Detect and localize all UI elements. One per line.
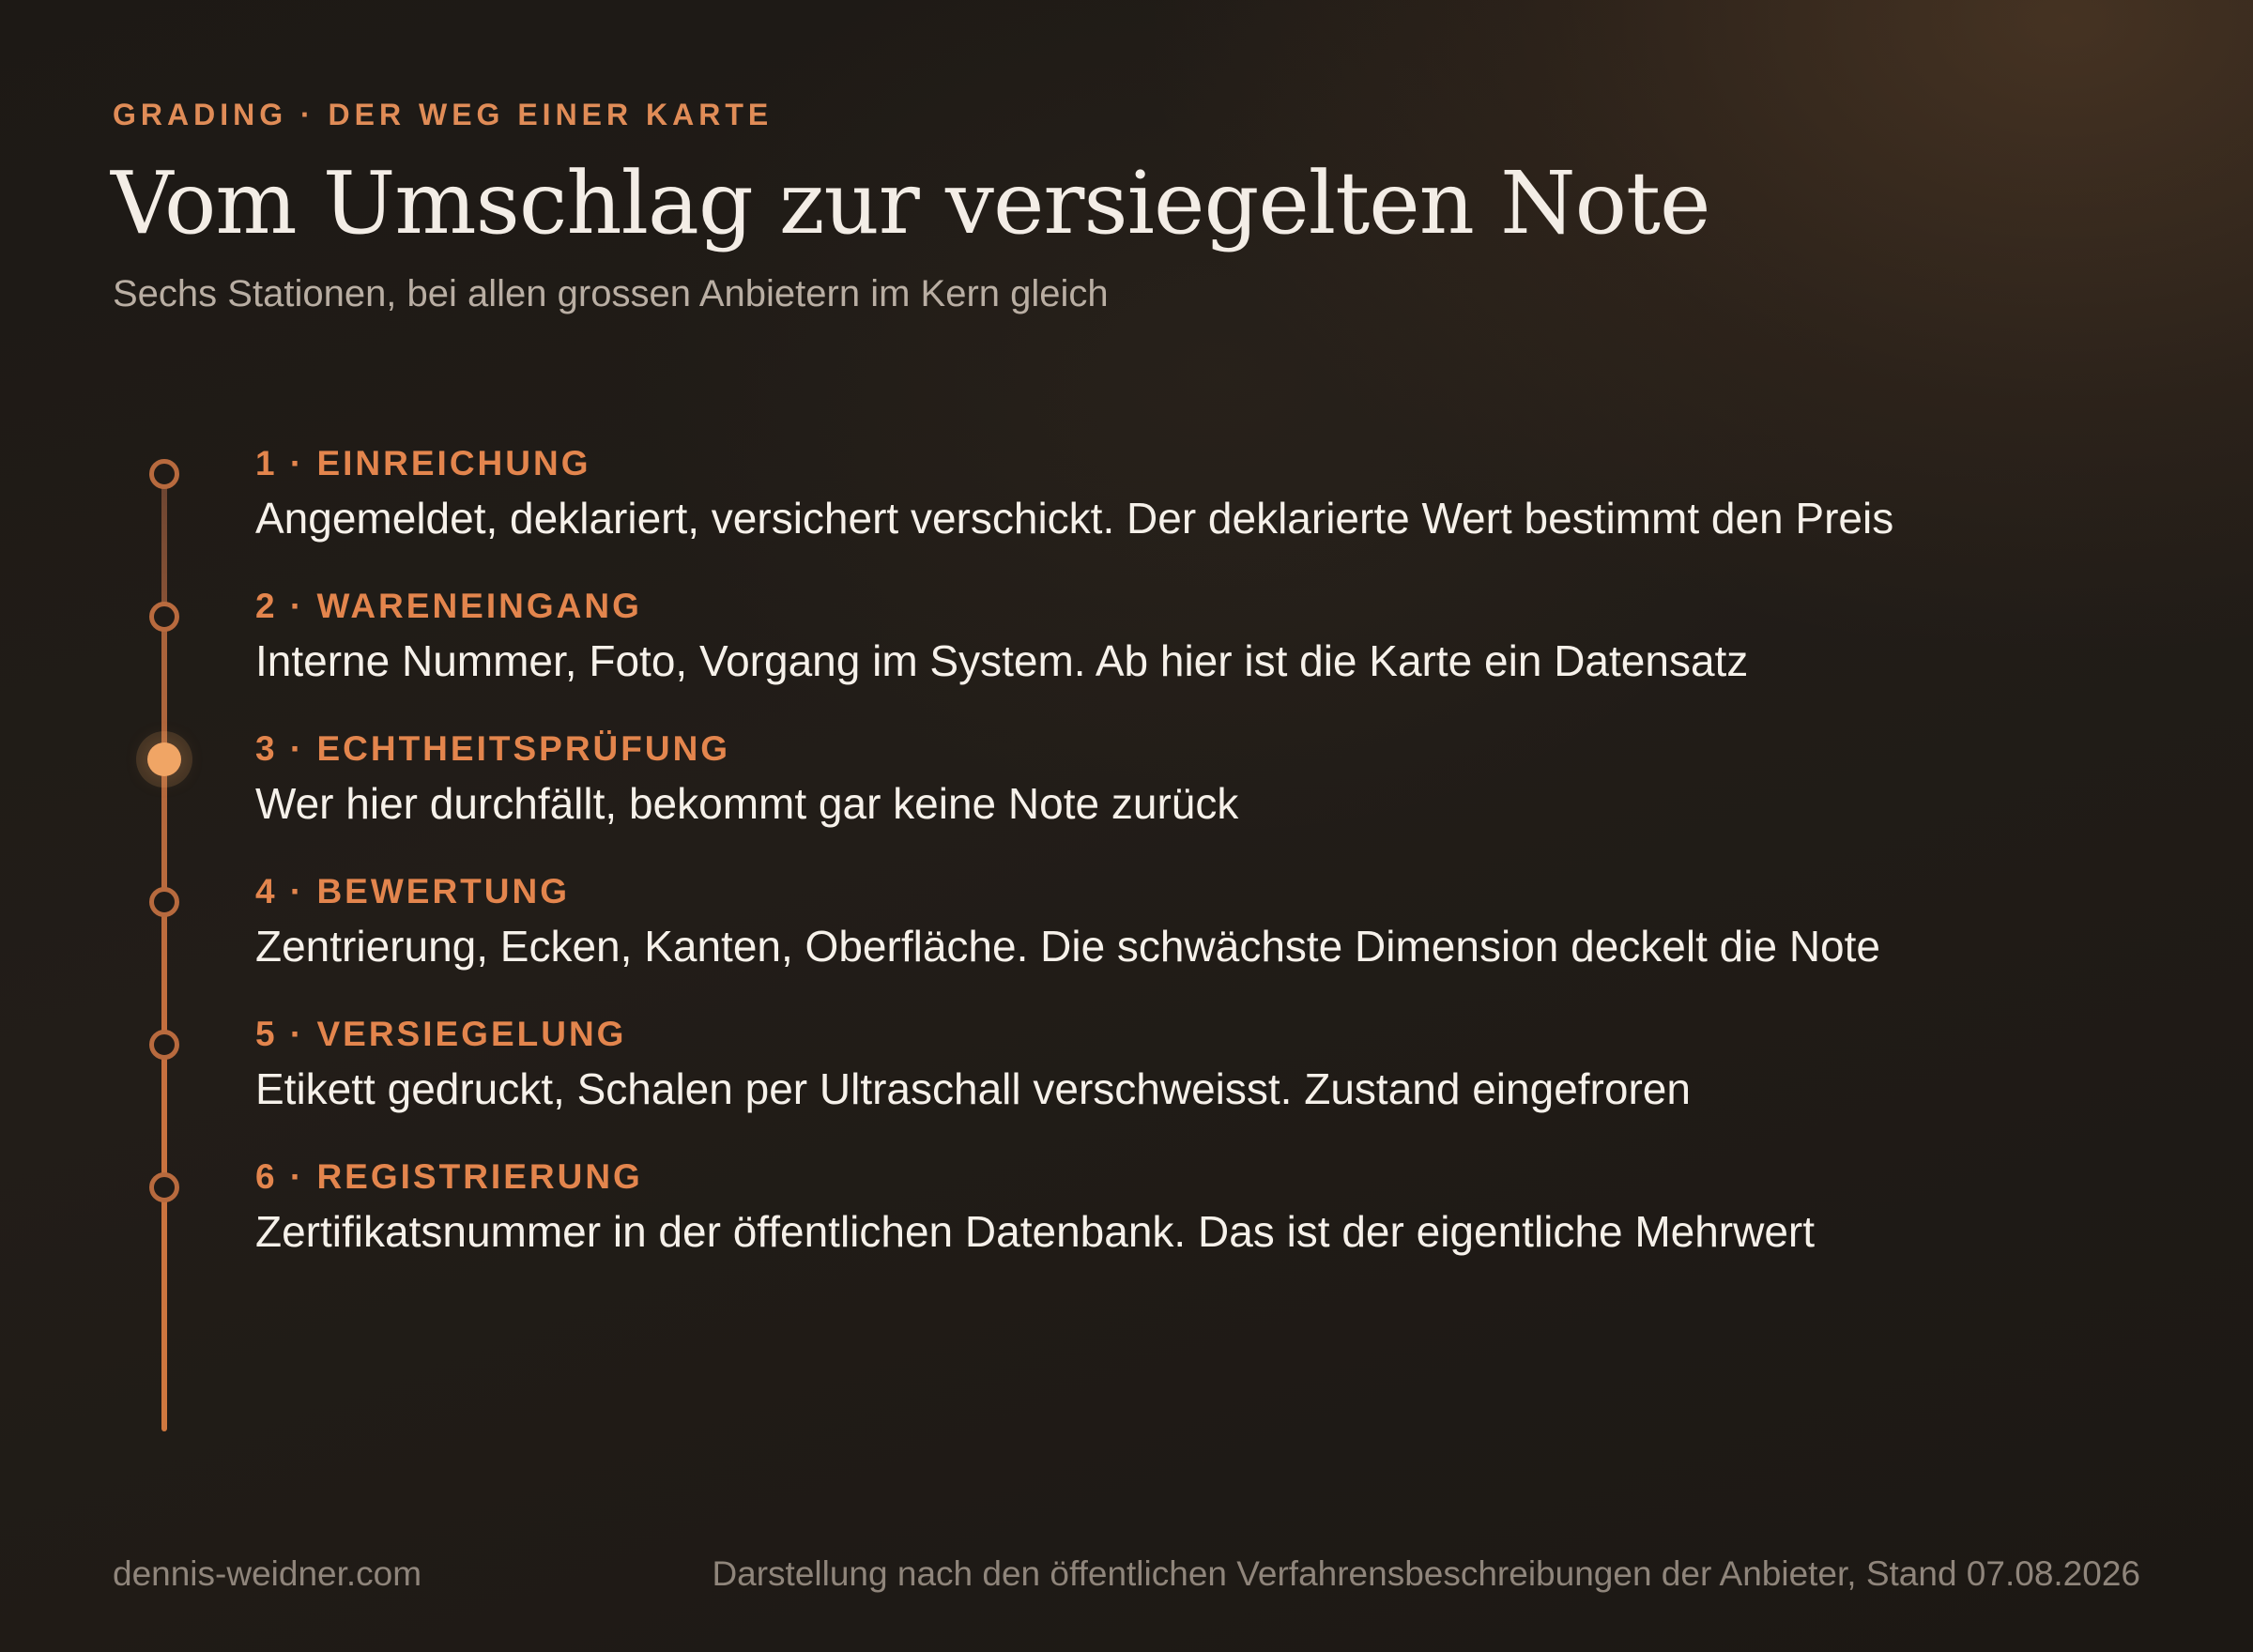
step-label: 6 · REGISTRIERUNG [255,1157,643,1196]
timeline-node-4 [149,887,179,917]
step-item-5 [255,1014,2189,1115]
page-title: Vom Umschlag zur versiegelten Note [111,153,1710,253]
step-label: 4 · BEWERTUNG [255,872,570,910]
step-item-2 [255,586,2189,687]
step-description: Angemeldet, deklariert, versichert verschickt. Der deklarierte Wert bestimmt den Preis [255,494,1894,543]
timeline-node-6 [149,1172,179,1202]
step-label: 2 · WARENEINGANG [255,587,642,625]
step-label: 5 · VERSIEGELUNG [255,1015,627,1053]
step-description: Interne Nummer, Foto, Vorgang im System. Ab hier ist die Karte ein Datensatz [255,636,1749,685]
eyebrow-label: GRADING · DER WEG EINER KARTE [113,98,774,131]
step-item-1 [255,443,2189,544]
step-description: Etikett gedruckt, Schalen per Ultraschall verschweisst. Zustand eingefroren [255,1064,1691,1113]
step-item-3 [255,728,2189,830]
step-description: Zentrierung, Ecken, Kanten, Oberfläche. Die schwächste Dimension deckelt die Note [255,922,1880,971]
timeline-node-5 [149,1030,179,1060]
page-subtitle: Sechs Stationen, bei allen grossen Anbietern im Kern gleich [113,273,1109,314]
timeline-node-2 [149,602,179,632]
step-label: 1 · EINREICHUNG [255,444,591,482]
timeline-node-3-active [147,742,181,776]
timeline-node-1 [149,459,179,489]
footer-source-note: Darstellung nach den öffentlichen Verfahrensbeschreibungen der Anbieter, Stand 07.08.2026 [712,1554,2140,1593]
step-description: Zertifikatsnummer in der öffentlichen Datenbank. Das ist der eigentliche Mehrwert [255,1207,1816,1256]
step-item-6 [255,1156,2189,1258]
footer-site-link[interactable]: dennis-weidner.com [113,1554,422,1593]
timeline-rail-main [161,615,167,1431]
step-label: 3 · ECHTHEITSPRÜFUNG [255,729,731,768]
step-description: Wer hier durchfällt, bekommt gar keine Note zurück [255,779,1239,828]
timeline-rail-upper [161,474,167,615]
step-item-4 [255,871,2189,972]
